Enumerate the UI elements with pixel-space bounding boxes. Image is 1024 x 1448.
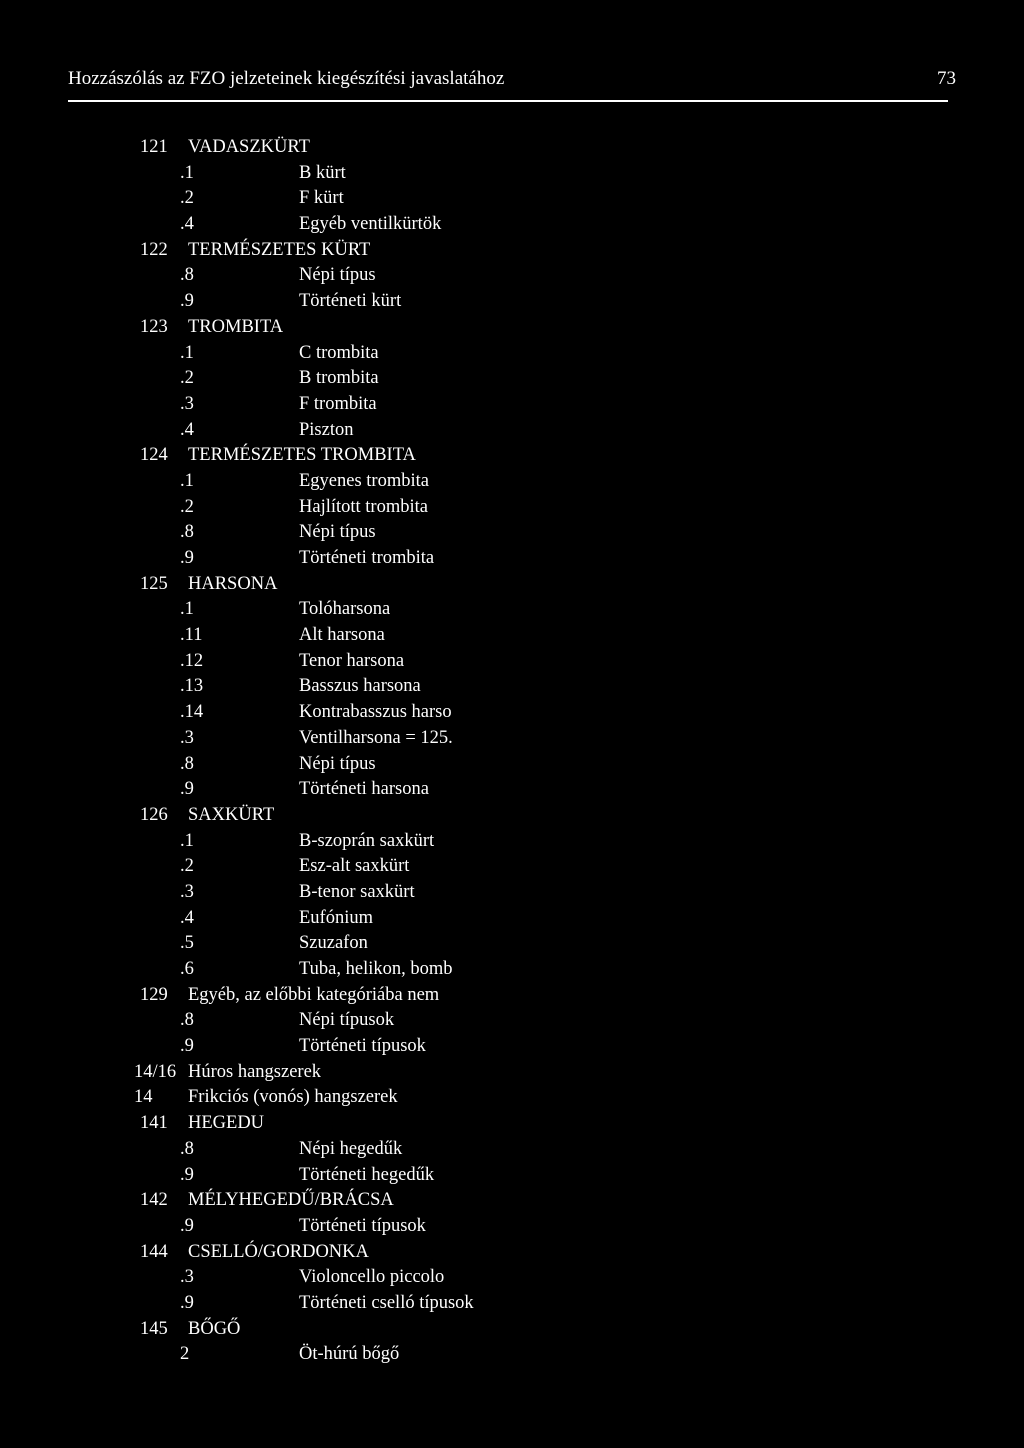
entry-code: .9 bbox=[180, 779, 194, 800]
entry-label: Szuzafon bbox=[299, 933, 368, 954]
list-item bbox=[0, 674, 1024, 700]
list-item bbox=[0, 700, 1024, 726]
entry-code: 142 bbox=[140, 1190, 168, 1211]
entry-label: Ventilharsona = 125. bbox=[299, 727, 453, 748]
list-item bbox=[0, 1240, 1024, 1266]
page-number: 73 bbox=[937, 68, 956, 89]
list-item bbox=[0, 726, 1024, 752]
entry-code: 125 bbox=[140, 573, 168, 594]
list-item bbox=[0, 931, 1024, 957]
list-item bbox=[0, 1342, 1024, 1368]
entry-label: BŐGŐ bbox=[188, 1318, 241, 1339]
list-item bbox=[0, 520, 1024, 546]
entry-code: 14/16 bbox=[134, 1061, 177, 1082]
entry-label: Húros hangszerek bbox=[188, 1061, 322, 1082]
list-item bbox=[0, 1317, 1024, 1343]
running-title: Hozzászólás az FZO jelzeteinek kiegészítési javaslatához bbox=[68, 68, 505, 89]
list-item bbox=[0, 443, 1024, 469]
list-item bbox=[0, 623, 1024, 649]
list-item bbox=[0, 1085, 1024, 1111]
entry-label: Népi típus bbox=[299, 753, 376, 774]
list-item bbox=[0, 1034, 1024, 1060]
entry-label: Történeti harsona bbox=[299, 779, 429, 800]
entry-label: HARSONA bbox=[188, 573, 278, 594]
entry-code: .5 bbox=[180, 933, 194, 954]
list-item bbox=[0, 392, 1024, 418]
list-item bbox=[0, 880, 1024, 906]
list-item bbox=[0, 597, 1024, 623]
list-item bbox=[0, 341, 1024, 367]
entry-label: Történeti kürt bbox=[299, 291, 402, 312]
entry-label: Történeti trombita bbox=[299, 548, 435, 568]
list-item bbox=[0, 418, 1024, 444]
list-item bbox=[0, 315, 1024, 341]
entry-label: Történeti hegedűk bbox=[299, 1164, 435, 1185]
entry-code: .4 bbox=[180, 907, 194, 928]
entry-label: Esz-alt saxkürt bbox=[299, 856, 410, 877]
entry-label: HEGEDU bbox=[188, 1113, 265, 1134]
entry-code: 124 bbox=[140, 445, 168, 466]
entry-code: .4 bbox=[180, 419, 194, 440]
entry-code: 123 bbox=[140, 316, 168, 337]
entry-label: Történeti cselló típusok bbox=[299, 1292, 474, 1313]
entry-label: Egyéb ventilkürtök bbox=[299, 214, 442, 235]
entry-label: Hajlított trombita bbox=[299, 496, 428, 517]
entry-code: .1 bbox=[180, 342, 194, 363]
entry-label: B-tenor saxkürt bbox=[299, 881, 415, 902]
list-item bbox=[0, 906, 1024, 932]
entry-label: Basszus harsona bbox=[299, 676, 421, 697]
entry-label: Piszton bbox=[299, 419, 354, 440]
list-item bbox=[0, 1060, 1024, 1086]
entry-label: Eufónium bbox=[299, 907, 373, 928]
entry-label: VADASZKÜRT bbox=[188, 137, 310, 157]
entry-label: B trombita bbox=[299, 368, 379, 389]
entry-code: .3 bbox=[180, 881, 194, 902]
entry-code: 145 bbox=[140, 1318, 168, 1339]
entry-label: Történeti típusok bbox=[299, 1215, 426, 1236]
list-item bbox=[0, 1291, 1024, 1317]
list-item bbox=[0, 829, 1024, 855]
entry-code: .8 bbox=[180, 522, 194, 543]
entry-label: CSELLÓ/GORDONKA bbox=[188, 1241, 369, 1262]
entry-label: F kürt bbox=[299, 188, 344, 209]
entry-code: .1 bbox=[180, 162, 194, 183]
list-item bbox=[0, 752, 1024, 778]
list-item bbox=[0, 1111, 1024, 1137]
entry-code: .3 bbox=[180, 1267, 194, 1288]
list-item bbox=[0, 263, 1024, 289]
entry-code: .2 bbox=[180, 496, 194, 517]
entry-code: .14 bbox=[180, 702, 204, 723]
list-item bbox=[0, 1214, 1024, 1240]
entry-code: 126 bbox=[140, 804, 168, 825]
entry-code: .9 bbox=[180, 1215, 194, 1236]
list-item bbox=[0, 366, 1024, 392]
list-item bbox=[0, 212, 1024, 238]
entry-code: .9 bbox=[180, 1164, 194, 1185]
entry-code: 129 bbox=[140, 984, 168, 1005]
list-item bbox=[0, 546, 1024, 572]
entry-code: .8 bbox=[180, 265, 194, 286]
list-item bbox=[0, 469, 1024, 495]
entry-code: .2 bbox=[180, 368, 194, 389]
list-item bbox=[0, 777, 1024, 803]
entry-label: B kürt bbox=[299, 162, 346, 183]
entry-code: 2 bbox=[180, 1344, 190, 1365]
entry-code: 141 bbox=[140, 1113, 168, 1134]
list-item bbox=[0, 983, 1024, 1009]
entry-label: Népi hegedűk bbox=[299, 1138, 403, 1159]
entry-code: .3 bbox=[180, 727, 194, 748]
entry-code: .9 bbox=[180, 548, 194, 568]
entry-label: TERMÉSZETES KÜRT bbox=[188, 239, 371, 260]
entry-code: 14 bbox=[134, 1087, 153, 1108]
entry-code: 121 bbox=[140, 137, 168, 157]
entry-label: Népi típus bbox=[299, 265, 376, 286]
entry-code: .1 bbox=[180, 599, 194, 620]
list-item bbox=[0, 1265, 1024, 1291]
entry-label: Kontrabasszus harso bbox=[299, 702, 452, 723]
entry-code: .4 bbox=[180, 214, 194, 235]
entry-label: Egyenes trombita bbox=[299, 470, 429, 491]
entry-code: .9 bbox=[180, 1036, 194, 1057]
list-item bbox=[0, 135, 1024, 161]
entry-label: Frikciós (vonós) hangszerek bbox=[188, 1087, 398, 1108]
entry-code: 144 bbox=[140, 1241, 168, 1262]
list-item bbox=[0, 1163, 1024, 1189]
entry-code: .3 bbox=[180, 393, 194, 414]
entry-code: .9 bbox=[180, 1292, 194, 1313]
list-item bbox=[0, 238, 1024, 264]
list-item bbox=[0, 1137, 1024, 1163]
entry-label: MÉLYHEGEDŰ/BRÁCSA bbox=[188, 1190, 394, 1211]
entry-code: .2 bbox=[180, 856, 194, 877]
entry-label: Népi típusok bbox=[299, 1010, 395, 1031]
entry-label: Alt harsona bbox=[299, 625, 385, 646]
entry-code: .1 bbox=[180, 470, 194, 491]
list-item bbox=[0, 854, 1024, 880]
list-item bbox=[0, 957, 1024, 983]
entry-code: .2 bbox=[180, 188, 194, 209]
list-item bbox=[0, 186, 1024, 212]
page-header bbox=[68, 64, 956, 94]
entry-code: .12 bbox=[180, 650, 204, 671]
entry-label: SAXKÜRT bbox=[188, 804, 275, 825]
entry-code: .9 bbox=[180, 291, 194, 312]
entry-code: .1 bbox=[180, 830, 194, 851]
entry-code: 122 bbox=[140, 239, 168, 260]
entry-label: Tuba, helikon, bomb bbox=[299, 959, 453, 979]
entry-label: Violoncello piccolo bbox=[299, 1267, 445, 1288]
header-rule bbox=[68, 100, 948, 102]
entry-label: TERMÉSZETES TROMBITA bbox=[188, 445, 416, 466]
list-item bbox=[0, 803, 1024, 829]
entry-label: TROMBITA bbox=[188, 316, 284, 337]
entry-code: .8 bbox=[180, 1010, 194, 1031]
entry-code: .13 bbox=[180, 676, 204, 697]
entry-label: F trombita bbox=[299, 393, 377, 414]
entry-label: Népi típus bbox=[299, 522, 376, 543]
entry-label: C trombita bbox=[299, 342, 379, 363]
list-item bbox=[0, 572, 1024, 598]
classification-list bbox=[0, 135, 1024, 1368]
entry-label: Tolóharsona bbox=[299, 599, 391, 620]
entry-label: Történeti típusok bbox=[299, 1036, 426, 1057]
entry-code: .11 bbox=[180, 625, 203, 646]
entry-code: .8 bbox=[180, 1138, 194, 1159]
entry-code: .8 bbox=[180, 753, 194, 774]
entry-label: B-szoprán saxkürt bbox=[299, 830, 435, 851]
list-item bbox=[0, 289, 1024, 315]
entry-label: Öt-húrú bőgő bbox=[299, 1344, 400, 1365]
list-item bbox=[0, 1008, 1024, 1034]
list-item bbox=[0, 161, 1024, 187]
list-item bbox=[0, 649, 1024, 675]
entry-label: Tenor harsona bbox=[299, 650, 405, 671]
entry-code: .6 bbox=[180, 959, 194, 979]
entry-label: Egyéb, az előbbi kategóriába nem bbox=[188, 984, 440, 1005]
list-item bbox=[0, 495, 1024, 521]
list-item bbox=[0, 1188, 1024, 1214]
